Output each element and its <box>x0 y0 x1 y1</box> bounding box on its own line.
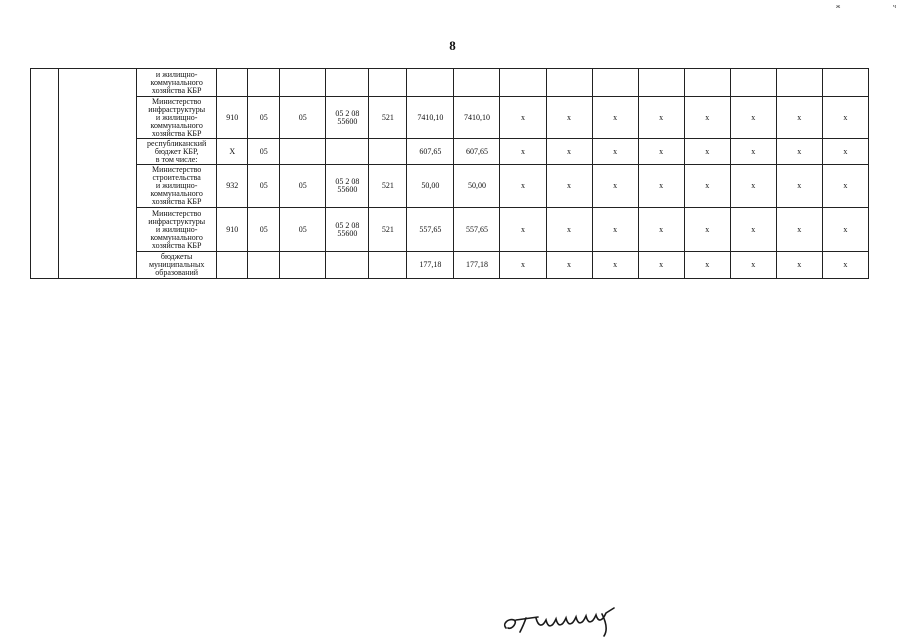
x-cell: х <box>684 139 730 165</box>
x-cell: х <box>776 97 822 139</box>
handwritten-signature <box>498 600 628 640</box>
table-body <box>31 69 869 279</box>
x-cell: х <box>638 97 684 139</box>
x-cell <box>500 69 546 97</box>
x-cell: х <box>684 165 730 208</box>
budget-table <box>30 68 869 279</box>
page-number: 8 <box>449 38 456 53</box>
target-cell: 05 2 08 55600 <box>326 97 369 139</box>
amount-cell-1: 557,65 <box>407 208 454 252</box>
amount-cell-2: 177,18 <box>454 252 500 279</box>
section-cell: 05 <box>248 139 280 165</box>
x-cell: х <box>500 165 546 208</box>
x-cell: х <box>592 252 638 279</box>
amount-cell-2: 607,65 <box>454 139 500 165</box>
x-cell: х <box>730 139 776 165</box>
x-cell: х <box>776 252 822 279</box>
kind-cell: 521 <box>369 208 407 252</box>
target-cell <box>326 139 369 165</box>
x-cell: х <box>776 165 822 208</box>
x-cell: х <box>500 252 546 279</box>
x-cell: х <box>638 139 684 165</box>
x-cell <box>546 69 592 97</box>
subsection-cell: 05 <box>280 97 326 139</box>
amount-cell-1 <box>407 69 454 97</box>
x-cell: х <box>730 208 776 252</box>
x-cell: х <box>822 139 868 165</box>
target-cell <box>326 69 369 97</box>
code-cell: Х <box>217 139 248 165</box>
kind-cell <box>369 252 407 279</box>
x-cell: х <box>684 208 730 252</box>
org-cell: и жилищно- коммунального хозяйства КБР <box>137 69 217 97</box>
subsection-cell <box>280 69 326 97</box>
table-row <box>31 165 869 208</box>
x-cell: х <box>546 139 592 165</box>
subsection-cell <box>280 252 326 279</box>
x-cell: х <box>822 97 868 139</box>
blank-cell-a <box>31 69 59 279</box>
x-cell: х <box>546 208 592 252</box>
corner-mark-left: ж <box>836 4 841 10</box>
corner-mark-right: ч <box>892 4 896 10</box>
target-cell: 05 2 08 55600 <box>326 165 369 208</box>
org-cell: Министерство инфраструктуры и жилищно- коммунального хозяйства КБР <box>137 97 217 139</box>
table-row <box>31 97 869 139</box>
amount-cell-1: 607,65 <box>407 139 454 165</box>
signature-stroke <box>505 608 614 636</box>
section-cell <box>248 69 280 97</box>
kind-cell <box>369 139 407 165</box>
x-cell <box>638 69 684 97</box>
table-row <box>31 208 869 252</box>
amount-cell-2: 557,65 <box>454 208 500 252</box>
code-cell <box>217 252 248 279</box>
org-cell: Министерство инфраструктуры и жилищно- коммунального хозяйства КБР <box>137 208 217 252</box>
table-row <box>31 139 869 165</box>
kind-cell: 521 <box>369 165 407 208</box>
x-cell: х <box>546 165 592 208</box>
org-cell: Министерство строительства и жилищно- коммунального хозяйства КБР <box>137 165 217 208</box>
x-cell: х <box>638 252 684 279</box>
x-cell: х <box>592 208 638 252</box>
section-cell: 05 <box>248 97 280 139</box>
x-cell <box>730 69 776 97</box>
x-cell: х <box>500 139 546 165</box>
target-cell <box>326 252 369 279</box>
subsection-cell: 05 <box>280 165 326 208</box>
x-cell: х <box>822 165 868 208</box>
kind-cell <box>369 69 407 97</box>
x-cell <box>684 69 730 97</box>
x-cell: х <box>546 97 592 139</box>
x-cell <box>822 69 868 97</box>
x-cell: х <box>684 252 730 279</box>
x-cell <box>592 69 638 97</box>
x-cell: х <box>546 252 592 279</box>
amount-cell-1: 7410,10 <box>407 97 454 139</box>
x-cell: х <box>822 252 868 279</box>
code-cell: 910 <box>217 97 248 139</box>
corner-marks <box>836 4 896 10</box>
x-cell: х <box>592 165 638 208</box>
amount-cell-2 <box>454 69 500 97</box>
code-cell: 932 <box>217 165 248 208</box>
section-cell: 05 <box>248 165 280 208</box>
x-cell: х <box>776 208 822 252</box>
amount-cell-1: 50,00 <box>407 165 454 208</box>
x-cell: х <box>592 97 638 139</box>
kind-cell: 521 <box>369 97 407 139</box>
blank-cell-b <box>59 69 137 279</box>
x-cell: х <box>730 165 776 208</box>
x-cell: х <box>638 165 684 208</box>
x-cell: х <box>776 139 822 165</box>
section-cell <box>248 252 280 279</box>
target-cell: 05 2 08 55600 <box>326 208 369 252</box>
section-cell: 05 <box>248 208 280 252</box>
x-cell: х <box>730 252 776 279</box>
org-cell: бюджеты муниципальных образований <box>137 252 217 279</box>
x-cell: х <box>638 208 684 252</box>
amount-cell-1: 177,18 <box>407 252 454 279</box>
x-cell: х <box>730 97 776 139</box>
table-row <box>31 69 869 97</box>
amount-cell-2: 7410,10 <box>454 97 500 139</box>
subsection-cell: 05 <box>280 208 326 252</box>
amount-cell-2: 50,00 <box>454 165 500 208</box>
x-cell: х <box>684 97 730 139</box>
org-cell: республиканский бюджет КБР, в том числе: <box>137 139 217 165</box>
code-cell: 910 <box>217 208 248 252</box>
x-cell <box>776 69 822 97</box>
x-cell: х <box>592 139 638 165</box>
code-cell <box>217 69 248 97</box>
subsection-cell <box>280 139 326 165</box>
x-cell: х <box>822 208 868 252</box>
table-row <box>31 252 869 279</box>
x-cell: х <box>500 97 546 139</box>
x-cell: х <box>500 208 546 252</box>
